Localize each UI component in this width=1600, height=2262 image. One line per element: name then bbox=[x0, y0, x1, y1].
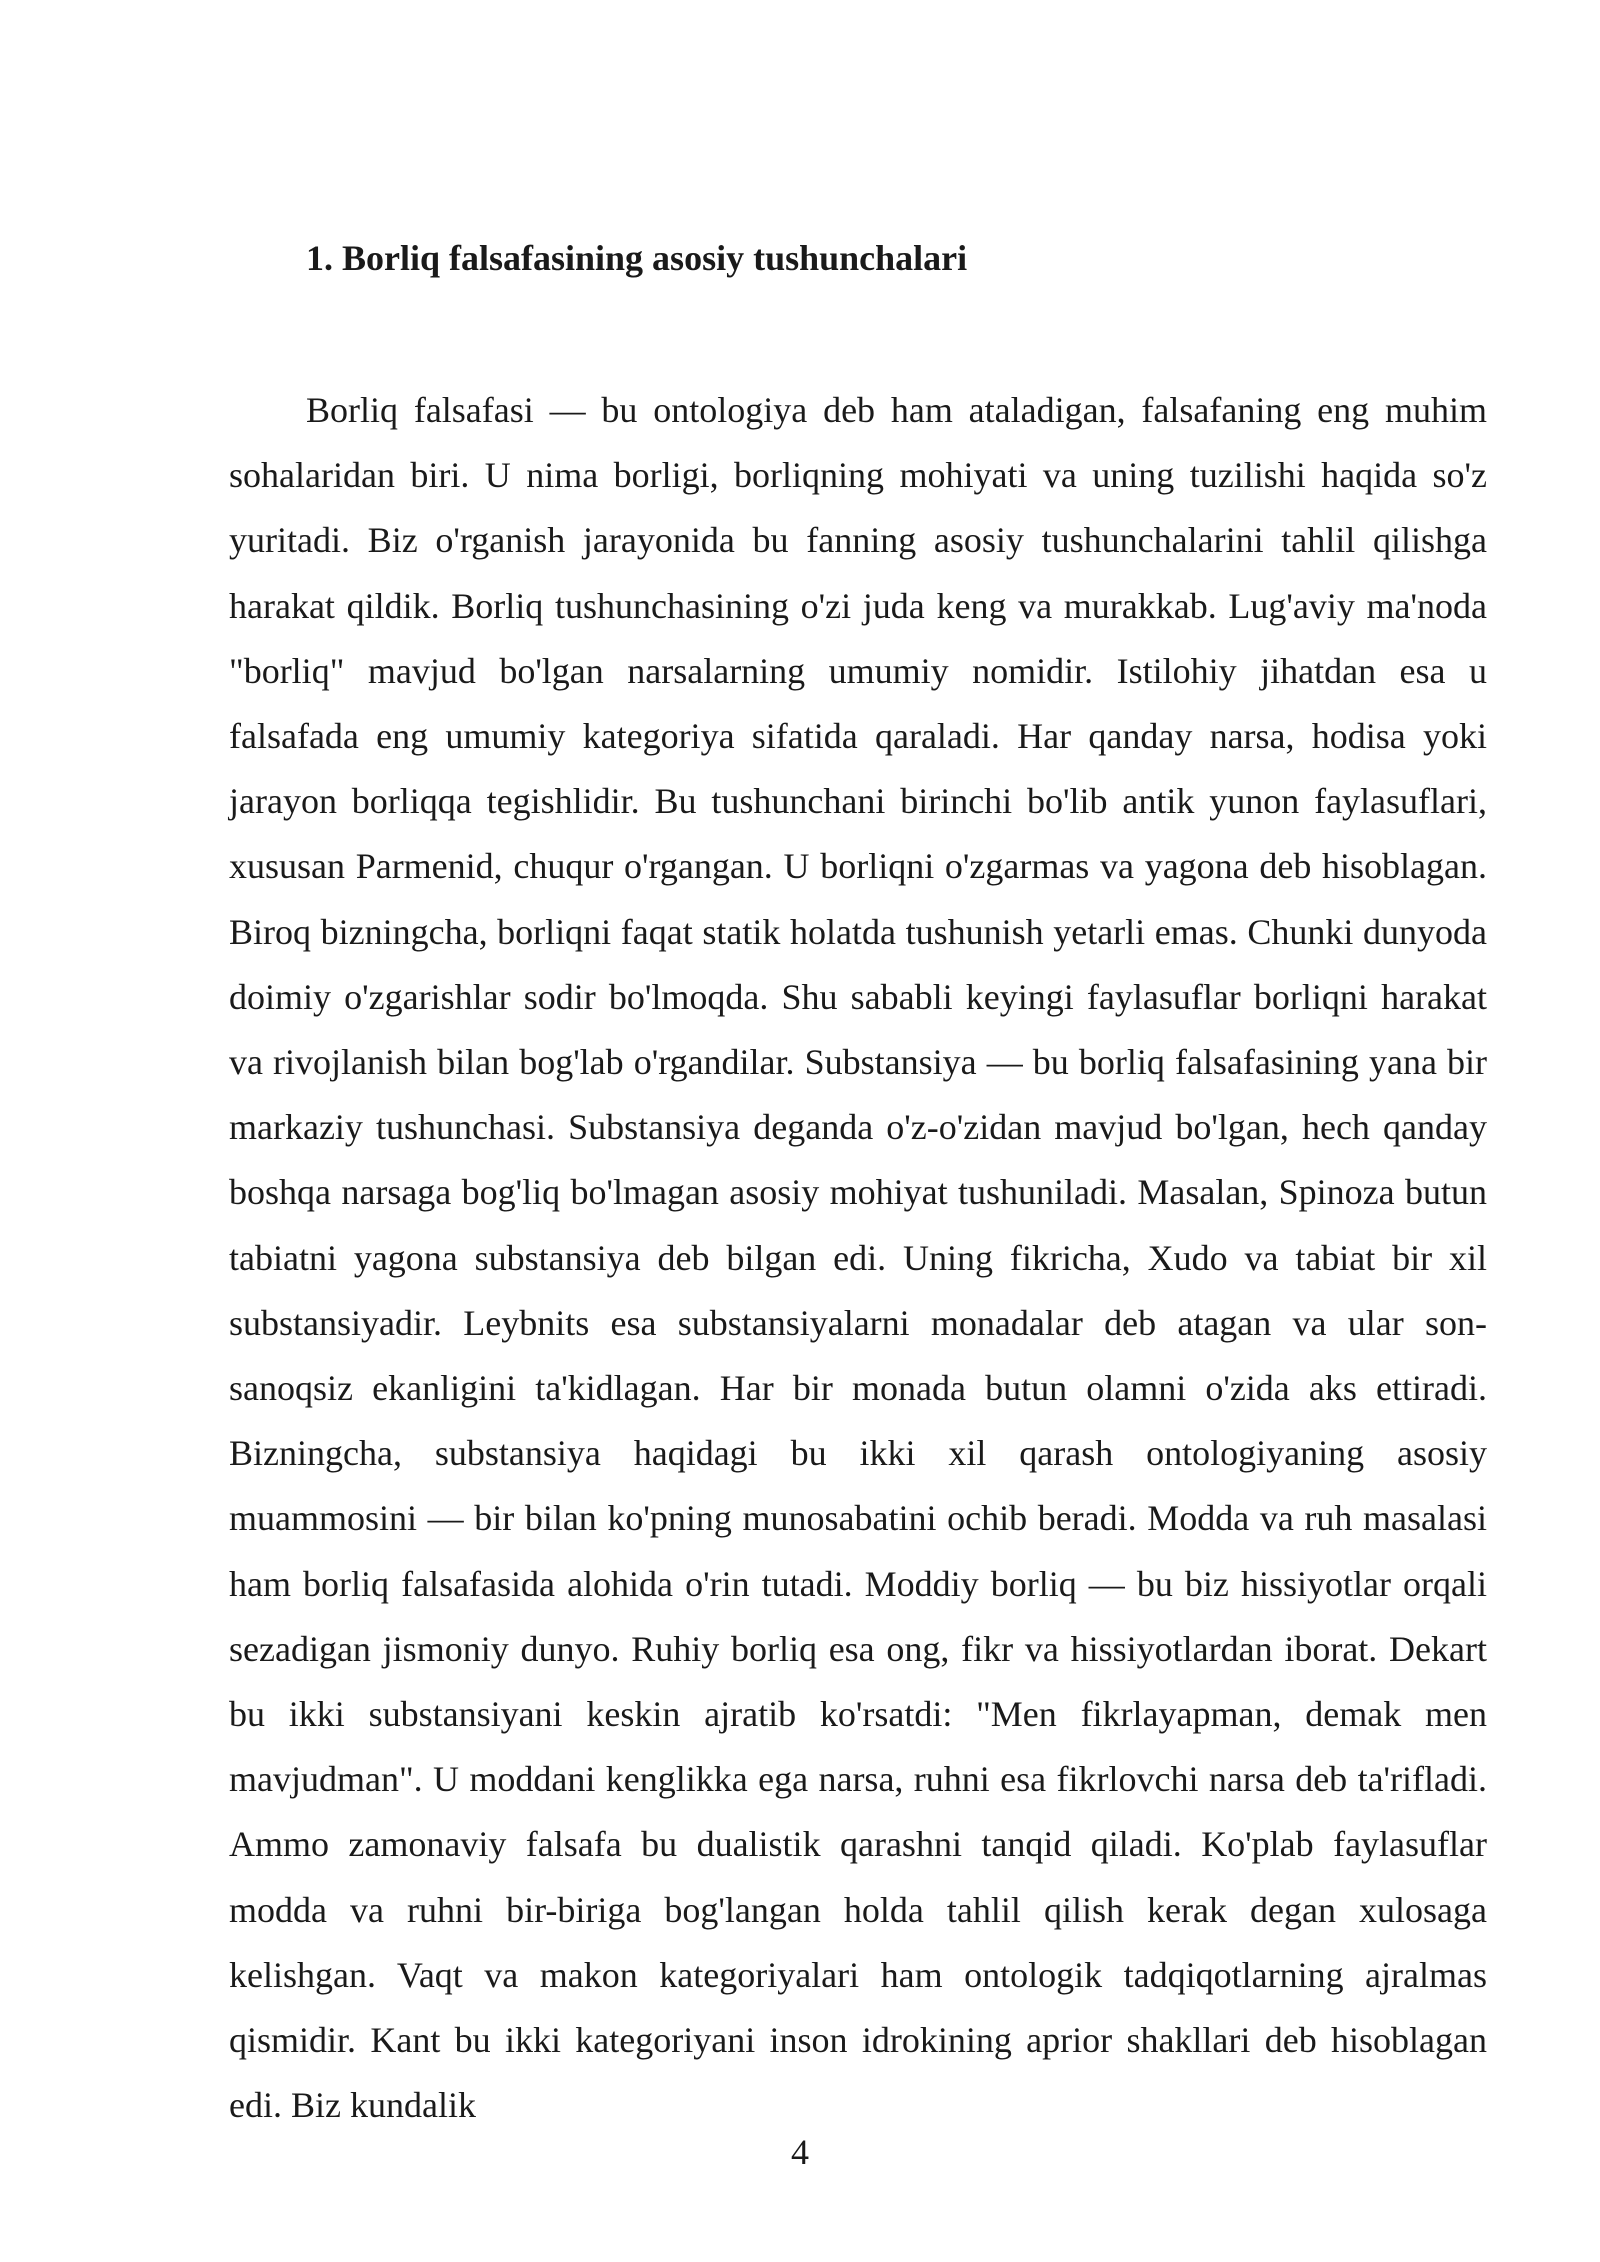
section-heading: 1. Borliq falsafasining asosiy tushunchalari bbox=[306, 238, 968, 278]
page-number: 4 bbox=[791, 2132, 809, 2172]
body-paragraph: Borliq falsafasi — bu ontologiya deb ham ataladigan, falsafaning eng muhim sohalaridan biri. U nima borligi, borliqning mohiyati va uning tuzilishi haqida so'z yuritadi. Biz o'rganish jarayonida bu fanning asosiy tushunchalarini tahlil qilishga harakat qildik. Borliq tushunchasining o'zi juda keng va murakkab. Lug'aviy ma'noda "borliq" mavjud bo'lgan narsalarning umumiy nomidir. Istilohiy jihatdan esa u falsafada eng umumiy kategoriya sifatida qaraladi. Har qanday narsa, hodisa yoki jarayon borliqqa tegishlidir. Bu tushunchani birinchi bo'lib antik yunon faylasuflari, xususan Parmenid, chuqur o'rgangan. U borliqni o'zgarmas va yagona deb hisoblagan. Biroq bizningcha, borliqni faqat statik holatda tushunish yetarli emas. Chunki dunyoda doimiy o'zgarishlar sodir bo'lmoqda. Shu sababli keyingi faylasuflar borliqni harakat va rivojlanish bilan bog'lab o'rgandilar. Substansiya — bu borliq falsafasining yana bir markaziy tushunchasi. Substansiya deganda o'z-o'zidan mavjud bo'lgan, hech qanday boshqa narsaga bog'liq bo'lmagan asosiy mohiyat tushuniladi. Masalan, Spinoza butun tabiatni yagona substansiya deb bilgan edi. Uning fikricha, Xudo va tabiat bir xil substansiyadir. Leybnits esa substansiyalarni monadalar deb atagan va ular son-sanoqsiz ekanligini ta'kidlagan. Har bir monada butun olamni o'zida aks ettiradi. Bizningcha, substansiya haqidagi bu ikki xil qarash ontologiyaning asosiy muammosini — bir bilan ko'pning munosabatini ochib beradi. Modda va ruh masalasi ham borliq falsafasida alohida o'rin tutadi. Moddiy borliq — bu biz hissiyotlar orqali sezadigan jismoniy dunyo. Ruhiy borliq esa ong, fikr va hissiyotlardan iborat. Dekart bu ikki substansiyani keskin ajratib ko'rsatdi: "Men fikrlayapman, demak men mavjudman". U moddani kenglikka ega narsa, ruhni esa fikrlovchi narsa deb ta'rifladi. Ammo zamonaviy falsafa bu dualistik qarashni tanqid qiladi. Ko'plab faylasuflar modda va ruhni bir-biriga bog'langan holda tahlil qilish kerak degan xulosaga kelishgan. Vaqt va makon kategoriyalari ham ontologik tadqiqotlarning ajralmas qismidir. Kant bu ikki kategoriyani inson idrokining aprior shakllari deb hisoblagan edi. Biz kundalik bbox=[229, 390, 1487, 2126]
